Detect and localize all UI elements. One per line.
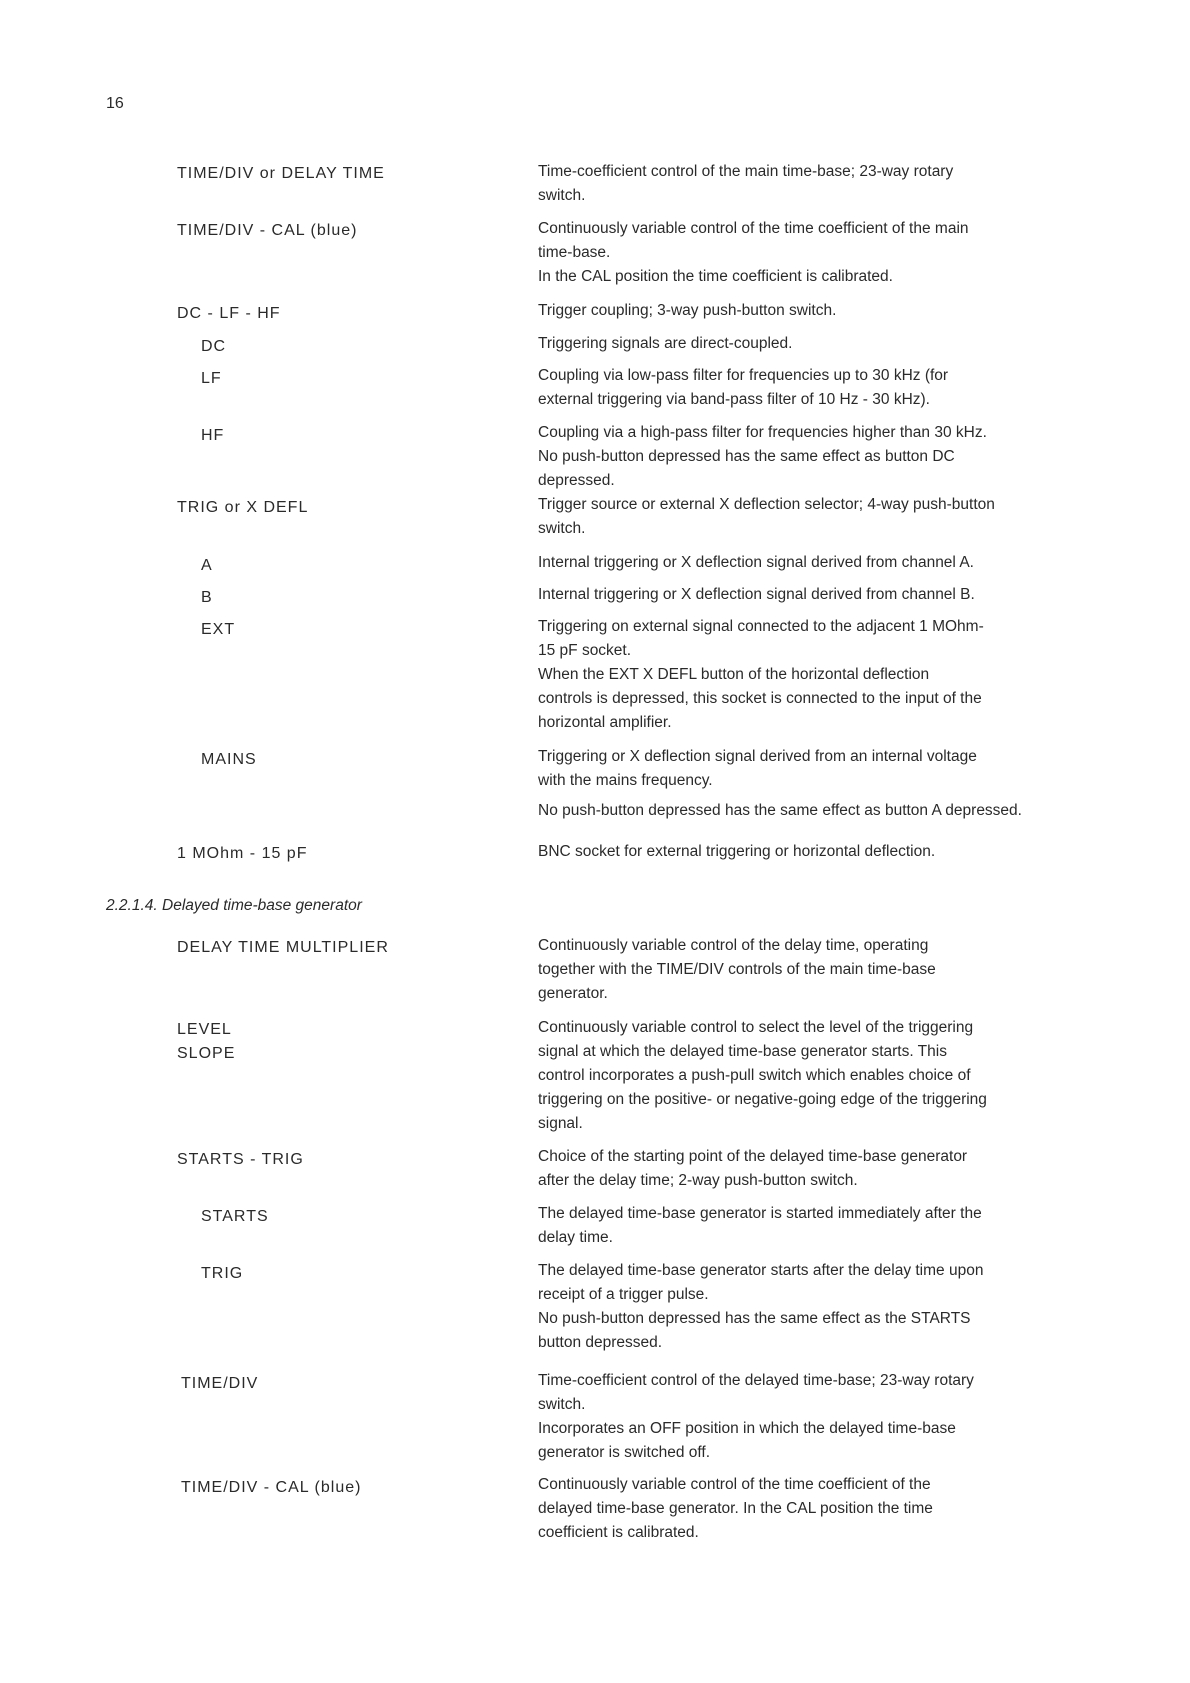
entry-description: [538, 1369, 1108, 1465]
description-line: Continuously variable control of the time coefficient of the main: [538, 220, 969, 237]
description-line: Trigger source or external X deflection selector; 4-way push-button: [538, 496, 995, 513]
description-line: switch.: [538, 520, 586, 537]
description-line: Choice of the starting point of the delayed time-base generator: [538, 1148, 968, 1165]
description-line: The delayed time-base generator is started immediately after the: [538, 1205, 982, 1222]
entry-label: STARTS: [201, 1208, 269, 1225]
description-line: signal.: [538, 1115, 583, 1132]
description-line: Coupling via a high-pass filter for frequencies higher than 30 kHz.: [538, 424, 987, 441]
entry-description: [538, 421, 1108, 493]
entry-description: [538, 934, 1108, 1006]
description-line: depressed.: [538, 472, 615, 489]
entry-label: LF: [201, 370, 222, 387]
entry-description: [538, 332, 1108, 356]
description-line: No push-button depressed has the same effect as the STARTS: [538, 1310, 971, 1327]
description-line: delayed time-base generator. In the CAL position the time: [538, 1500, 933, 1517]
description-line: Incorporates an OFF position in which the delayed time-base: [538, 1420, 956, 1437]
description-line: Time-coefficient control of the delayed time-base; 23-way rotary: [538, 1372, 974, 1389]
description-line: Trigger coupling; 3-way push-button switch.: [538, 302, 837, 319]
entry-description: [538, 1145, 1108, 1193]
description-line: external triggering via band-pass filter of 10 Hz - 30 kHz).: [538, 391, 930, 408]
description-line: Triggering or X deflection signal derived from an internal voltage: [538, 748, 977, 765]
entry-label: 1 MOhm - 15 pF: [177, 845, 308, 862]
description-line: button depressed.: [538, 1334, 663, 1351]
entry-label: A: [201, 557, 213, 574]
description-line: BNC socket for external triggering or horizontal deflection.: [538, 843, 936, 860]
entry-description: [538, 840, 1108, 864]
entry-label: TRIG: [201, 1265, 244, 1282]
entry-description: [538, 299, 1108, 323]
description-line: Continuously variable control of the time coefficient of the: [538, 1476, 931, 1493]
description-line: 15 pF socket.: [538, 642, 632, 659]
description-line: generator is switched off.: [538, 1444, 711, 1461]
description-line: Time-coefficient control of the main time-base; 23-way rotary: [538, 163, 954, 180]
description-line: generator.: [538, 985, 608, 1002]
description-line: Triggering on external signal connected to the adjacent 1 MOhm-: [538, 618, 984, 635]
entry-label: DELAY TIME MULTIPLIER: [177, 939, 389, 956]
description-line: switch.: [538, 1396, 586, 1413]
description-line: The delayed time-base generator starts after the delay time upon: [538, 1262, 984, 1279]
description-line: Continuously variable control to select the level of the triggering: [538, 1019, 974, 1036]
description-line: signal at which the delayed time-base generator starts. This: [538, 1043, 947, 1060]
entry-description: [538, 217, 1108, 289]
entry-description: [538, 1259, 1108, 1355]
entry-description: [538, 1016, 1108, 1136]
entry-description: [538, 799, 1108, 823]
entry-description: [538, 1202, 1108, 1250]
description-line: triggering on the positive- or negative-going edge of the triggering: [538, 1091, 987, 1108]
entry-label: MAINS: [201, 751, 257, 768]
description-line: Triggering signals are direct-coupled.: [538, 335, 793, 352]
description-line: No push-button depressed has the same effect as button A depressed.: [538, 802, 1022, 819]
description-line: together with the TIME/DIV controls of the main time-base: [538, 961, 936, 978]
entry-description: [538, 583, 1108, 607]
entry-label: TIME/DIV or DELAY TIME: [177, 165, 385, 182]
description-line: Internal triggering or X deflection signal derived from channel A.: [538, 554, 974, 571]
entry-label: DC - LF - HF: [177, 305, 281, 322]
description-line: When the EXT X DEFL button of the horizontal deflection: [538, 666, 930, 683]
entry-label: TIME/DIV - CAL (blue): [181, 1479, 362, 1496]
description-line: switch.: [538, 187, 586, 204]
entry-description: [538, 551, 1108, 575]
entry-description: [538, 615, 1108, 735]
description-line: Continuously variable control of the delay time, operating: [538, 937, 929, 954]
description-line: Internal triggering or X deflection signal derived from channel B.: [538, 586, 975, 603]
description-line: control incorporates a push-pull switch which enables choice of: [538, 1067, 971, 1084]
entry-description: [538, 1473, 1108, 1545]
entry-label: B: [201, 589, 213, 606]
page-number: 16: [106, 95, 124, 112]
entry-description: [538, 364, 1108, 412]
description-line: delay time.: [538, 1229, 613, 1246]
entry-description: [538, 745, 1108, 793]
description-line: horizontal amplifier.: [538, 714, 672, 731]
description-line: coefficient is calibrated.: [538, 1524, 699, 1541]
description-line: Coupling via low-pass filter for frequencies up to 30 kHz (for: [538, 367, 949, 384]
entry-label: EXT: [201, 621, 236, 638]
section-heading: 2.2.1.4. Delayed time-base generator: [106, 897, 362, 914]
entry-label: TRIG or X DEFL: [177, 499, 309, 516]
entry-label: STARTS - TRIG: [177, 1151, 304, 1168]
description-line: controls is depressed, this socket is connected to the input of the: [538, 690, 982, 707]
entry-label: DC: [201, 338, 227, 355]
entry-description: [538, 493, 1108, 541]
entry-label: TIME/DIV - CAL (blue): [177, 222, 358, 239]
description-line: receipt of a trigger pulse.: [538, 1286, 709, 1303]
entry-label: TIME/DIV: [181, 1375, 259, 1392]
entry-label: LEVEL: [177, 1021, 232, 1038]
description-line: after the delay time; 2-way push-button switch.: [538, 1172, 858, 1189]
description-line: time-base.: [538, 244, 611, 261]
entry-description: [538, 160, 1108, 208]
description-line: with the mains frequency.: [538, 772, 713, 789]
entry-label: SLOPE: [177, 1045, 236, 1062]
description-line: In the CAL position the time coefficient is calibrated.: [538, 268, 893, 285]
entry-label: HF: [201, 427, 225, 444]
description-line: No push-button depressed has the same effect as button DC: [538, 448, 955, 465]
